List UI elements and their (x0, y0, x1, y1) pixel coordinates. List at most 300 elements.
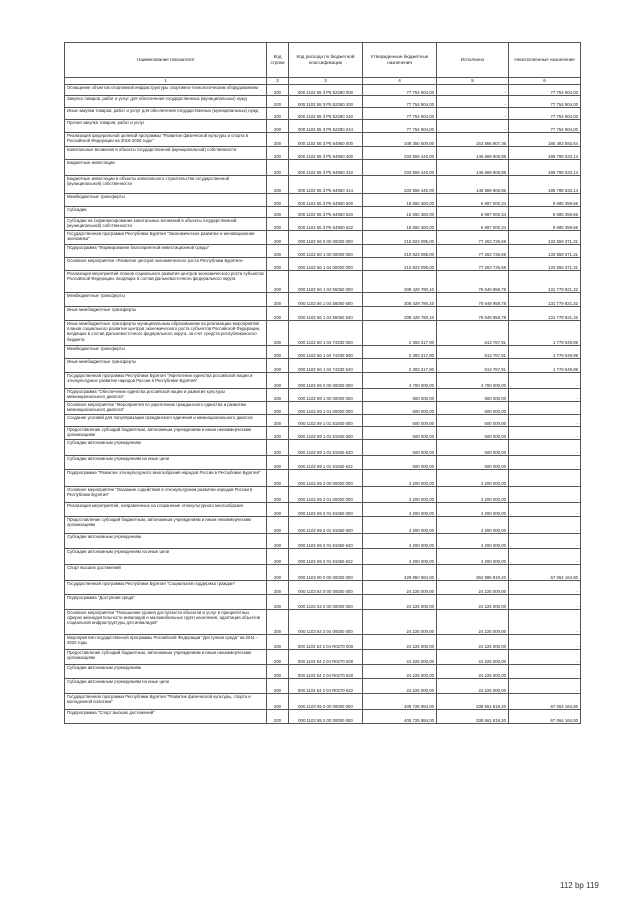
column-number: 2 (267, 78, 289, 85)
table-cell-remaining: - (509, 635, 581, 650)
table-cell-name: Межбюджетные трансферты (65, 293, 267, 307)
table-cell-name: Субсидии автономным учреждениям на иные цели (65, 549, 267, 565)
table-cell-executed: 500 000,00 (437, 440, 509, 456)
table-cell-executed: 613 767,91 (437, 359, 509, 373)
table-cell-budget-code: 000 1103 54 2 04 R0270 600 (289, 650, 363, 665)
table-cell-budget-code: 000 1102 55 3 P5 54950 520 (289, 207, 363, 218)
table-cell-line-code: 200 (267, 565, 289, 581)
table-cell-approved: 500 000,00 (363, 415, 437, 427)
table-row (65, 470, 581, 487)
table-cell-line-code: 200 (267, 133, 289, 147)
table-row (65, 258, 581, 271)
table-cell-line-code: 200 (267, 389, 289, 402)
table-cell-remaining: - (509, 456, 581, 470)
table-cell-remaining: - (509, 534, 581, 549)
table-cell-budget-code: 000 1103 54 2 04 00000 000 (289, 610, 363, 635)
table-cell-budget-code: 000 1102 69 0 00 00000 000 (289, 373, 363, 389)
table-cell-budget-code: 000 1102 55 3 P5 54950 000 (289, 133, 363, 147)
table-cell-approved: 24 225 000,00 (363, 595, 437, 610)
table-cell-line-code: 200 (267, 359, 289, 373)
table-cell-remaining: - (509, 487, 581, 503)
table-cell-executed: 500 000,00 (437, 456, 509, 470)
table-cell-name: Иные межбюджетные трансферты (65, 307, 267, 321)
table-cell-line-code: 200 (267, 694, 289, 710)
page-number: 112 bp 119 (560, 881, 599, 890)
table-cell-executed: 6 997 000,34 (437, 207, 509, 218)
table-cell-name: Реализация мероприятий планов социального развития центров экономического роста субъектов Российской Федерации, входящих в состав Дальневосточного федерального округа (65, 271, 267, 293)
table-cell-approved: 333 658 440,00 (363, 147, 437, 160)
table-cell-executed: 4 700 000,00 (437, 373, 509, 389)
table-row (65, 85, 581, 96)
column-number: 1 (65, 78, 267, 85)
table-row (65, 415, 581, 427)
table-cell-remaining: - (509, 427, 581, 440)
table-cell-executed: - (437, 96, 509, 108)
table-cell-executed: 4 200 000,00 (437, 487, 509, 503)
table-row (65, 271, 581, 293)
table-cell-line-code: 200 (267, 440, 289, 456)
table-cell-executed: 24 225 000,00 (437, 581, 509, 595)
column-number: 4 (363, 78, 437, 85)
table-row (65, 549, 581, 565)
table-cell-executed: 338 661 819,20 (437, 694, 509, 710)
table-row (65, 346, 581, 359)
table-cell-remaining: 1 779 549,99 (509, 321, 581, 346)
table-cell-name: Спорт высших достижений (65, 565, 267, 581)
table-cell-name: Государственная программа Республики Бурятия "Экономическое развитие и инновационная экономика" (65, 231, 267, 245)
table-cell-name: Государственная программа Республики Бурятия "Укрепление единства российской нации и этнокультурное развитие народов России в Республике Бурятия" (65, 373, 267, 389)
table-cell-budget-code: 000 1102 69 1 01 81930 000 (289, 415, 363, 427)
table-cell-budget-code: 000 1102 69 2 01 81950 000 (289, 503, 363, 517)
table-cell-line-code: 200 (267, 96, 289, 108)
table-cell-executed: 500 000,00 (437, 415, 509, 427)
table-cell-approved: 333 658 440,00 (363, 160, 437, 176)
table-cell-remaining: - (509, 373, 581, 389)
table-cell-remaining: 131 779 821,32 (509, 271, 581, 293)
table-cell-executed: 4 200 000,00 (437, 534, 509, 549)
table-row (65, 321, 581, 346)
table-cell-approved: 15 692 360,00 (363, 207, 437, 218)
table-row (65, 534, 581, 549)
table-row (65, 108, 581, 120)
table-row (65, 665, 581, 679)
table-cell-approved: 2 393 317,90 (363, 359, 437, 373)
table-row (65, 440, 581, 456)
table-cell-remaining: 67 064 164,80 (509, 710, 581, 724)
table-cell-name: Субсидии автономным учреждениям на иные цели (65, 679, 267, 694)
table-cell-name: Реализация мероприятий, направленных на сохранение этнокультурного многообразия (65, 503, 267, 517)
table-cell-budget-code: 000 1102 56 0 00 00000 000 (289, 231, 363, 245)
table-cell-name: Мероприятия государственной программы Российской Федерации "Доступная среда" на 2011 - 2020 годы (65, 635, 267, 650)
table-cell-budget-code: 000 1103 55 0 00 00000 000 (289, 694, 363, 710)
table-cell-executed: 146 869 906,86 (437, 147, 509, 160)
table-cell-budget-code: 000 1103 54 2 00 00000 000 (289, 595, 363, 610)
table-cell-remaining: 67 064 164,80 (509, 694, 581, 710)
table-cell-approved: 210 823 095,00 (363, 231, 437, 245)
table-cell-executed: 24 225 000,00 (437, 650, 509, 665)
table-cell-name: Основное мероприятие "Мероприятия по укреплению гражданского единства и развитию межнационального диалога" (65, 402, 267, 415)
table-cell-name: Предоставление субсидий бюджетным, автономным учреждениям и иным некоммерческим организациям (65, 517, 267, 534)
table-cell-executed: 338 661 819,20 (437, 710, 509, 724)
table-cell-budget-code: 000 1102 56 1 04 55050 540 (289, 307, 363, 321)
table-cell-remaining: - (509, 470, 581, 487)
table-row (65, 293, 581, 307)
table-cell-approved: 210 823 095,00 (363, 245, 437, 258)
table-cell-line-code: 200 (267, 307, 289, 321)
table-row (65, 307, 581, 321)
table-cell-remaining: 77 754 904,00 (509, 85, 581, 96)
table-cell-approved: 500 000,00 (363, 389, 437, 402)
table-body (65, 85, 581, 724)
table-cell-budget-code: 000 1103 54 0 00 00000 000 (289, 581, 363, 595)
table-cell-approved: 208 429 780,10 (363, 271, 437, 293)
table-cell-executed: 500 000,00 (437, 402, 509, 415)
table-cell-name: Иные межбюджетные трансферты (65, 359, 267, 373)
table-cell-executed: 24 225 000,00 (437, 610, 509, 635)
table-cell-name: Подпрограмма "Формирование благоприятной инвестиционной среды" (65, 245, 267, 258)
table-cell-approved: 333 658 440,00 (363, 176, 437, 194)
table-cell-approved: 4 200 000,00 (363, 534, 437, 549)
table-cell-approved: 500 000,00 (363, 456, 437, 470)
table-cell-name: Субсидии на софинансирование капитальных вложений в объекты государственной (муниципальной) собственности (65, 218, 267, 231)
table-cell-budget-code: 000 1102 56 1 04 74330 540 (289, 359, 363, 373)
table-row (65, 581, 581, 595)
table-cell-line-code: 200 (267, 679, 289, 694)
table-cell-approved: 4 700 000,00 (363, 373, 437, 389)
table-cell-approved: 77 754 904,00 (363, 120, 437, 133)
table-cell-line-code: 200 (267, 427, 289, 440)
table-cell-line-code: 200 (267, 194, 289, 207)
table-row (65, 610, 581, 635)
table-cell-name: Государственная программа Республики Бурятия "Развитие физической культуры, спорта и молодежной политики" (65, 694, 267, 710)
table-cell-approved: 15 692 360,00 (363, 194, 437, 207)
table-cell-line-code: 200 (267, 231, 289, 245)
table-cell-remaining: 133 559 371,31 (509, 231, 581, 245)
table-cell-executed: 362 886 819,20 (437, 565, 509, 581)
table-cell-approved: 77 754 904,00 (363, 96, 437, 108)
table-row (65, 207, 581, 218)
table-cell-executed: 6 997 000,34 (437, 194, 509, 207)
table-row (65, 402, 581, 415)
table-cell-line-code: 200 (267, 293, 289, 307)
table-cell-remaining: - (509, 517, 581, 534)
table-row (65, 147, 581, 160)
column-header-executed: Исполнено (437, 43, 509, 78)
table-cell-name: Субсидии автономным учреждениям на иные цели (65, 456, 267, 470)
column-number: 3 (289, 78, 363, 85)
table-row (65, 96, 581, 108)
table-cell-remaining: - (509, 402, 581, 415)
table-cell-executed: - (437, 120, 509, 133)
table-cell-approved: 24 225 000,00 (363, 665, 437, 679)
table-cell-executed: 613 767,91 (437, 346, 509, 359)
table-cell-budget-code: 000 1102 56 1 04 00000 000 (289, 258, 363, 271)
column-header-budget-code: Код расхода по бюджетной классификации (289, 43, 363, 78)
table-cell-executed: - (437, 108, 509, 120)
column-number-row (65, 78, 581, 85)
table-row (65, 679, 581, 694)
table-cell-executed: 77 263 726,69 (437, 245, 509, 258)
table-cell-budget-code: 000 1103 00 0 00 00000 000 (289, 565, 363, 581)
table-cell-approved: 24 225 000,00 (363, 581, 437, 595)
table-cell-line-code: 200 (267, 595, 289, 610)
table-cell-name: Подпрограмма "Развитие этнокультурного многообразия народов России в Республике Бурятия" (65, 470, 267, 487)
table-cell-remaining: - (509, 665, 581, 679)
table-cell-executed: 146 869 906,86 (437, 160, 509, 176)
table-cell-approved: 500 000,00 (363, 402, 437, 415)
column-number: 5 (437, 78, 509, 85)
table-row (65, 565, 581, 581)
table-cell-budget-code: 000 1102 55 3 P5 54950 410 (289, 160, 363, 176)
table-cell-budget-code: 000 1102 69 1 01 81930 620 (289, 440, 363, 456)
table-cell-line-code: 200 (267, 108, 289, 120)
table-row (65, 427, 581, 440)
table-cell-approved: 77 754 904,00 (363, 85, 437, 96)
column-header-line-code: Код строки (267, 43, 289, 78)
table-cell-executed: 24 225 000,00 (437, 679, 509, 694)
table-cell-name: Оснащение объектов спортивной инфраструктуры спортивно-технологическим оборудованием (65, 85, 267, 96)
table-cell-budget-code: 000 1102 69 2 01 00000 000 (289, 487, 363, 503)
table-cell-name: Субсидии автономным учреждениям (65, 665, 267, 679)
table-cell-executed: 24 225 000,00 (437, 635, 509, 650)
table-cell-line-code: 200 (267, 258, 289, 271)
table-cell-budget-code: 000 1102 55 3 P5 54950 400 (289, 147, 363, 160)
table-cell-budget-code: 000 1102 55 3 P5 52280 000 (289, 85, 363, 96)
table-cell-remaining: 131 779 821,32 (509, 293, 581, 307)
table-cell-remaining: 133 559 371,31 (509, 245, 581, 258)
table-cell-budget-code: 000 1102 55 3 P5 54950 522 (289, 218, 363, 231)
table-cell-name: Межбюджетные трансферты (65, 346, 267, 359)
table-row (65, 120, 581, 133)
table-cell-line-code: 200 (267, 402, 289, 415)
table-cell-line-code: 200 (267, 710, 289, 724)
table-cell-name: Прочая закупка товаров, работ и услуг (65, 120, 267, 133)
table-cell-executed: 77 263 726,69 (437, 231, 509, 245)
table-cell-approved: 2 393 317,90 (363, 346, 437, 359)
table-cell-line-code: 200 (267, 415, 289, 427)
table-cell-line-code: 200 (267, 147, 289, 160)
table-cell-line-code: 200 (267, 549, 289, 565)
table-cell-executed: 4 200 000,00 (437, 503, 509, 517)
table-row (65, 503, 581, 517)
table-cell-executed: 76 649 958,78 (437, 307, 509, 321)
table-cell-name: Создание условий для популяризации гражданского единения и межнационального диалога (65, 415, 267, 427)
table-cell-name: Субсидии автономным учреждениям (65, 534, 267, 549)
table-cell-budget-code: 000 1102 55 3 P5 54950 500 (289, 194, 363, 207)
table-cell-name: Иные закупки товаров, работ и услуг для обеспечения государственных (муниципальных) нужд (65, 108, 267, 120)
table-cell-approved: 4 200 000,00 (363, 503, 437, 517)
table-cell-approved: 349 350 500,00 (363, 133, 437, 147)
table-cell-budget-code: 000 1102 69 2 01 81950 622 (289, 549, 363, 565)
table-cell-remaining: - (509, 595, 581, 610)
table-row (65, 176, 581, 194)
table-cell-approved: 4 200 000,00 (363, 517, 437, 534)
table-row (65, 595, 581, 610)
table-cell-line-code: 200 (267, 160, 289, 176)
table-cell-remaining: 133 559 371,31 (509, 258, 581, 271)
table-cell-name: Государственная программа Республики Бурятия "Социальная поддержка граждан" (65, 581, 267, 595)
table-cell-name: Межбюджетные трансферты (65, 194, 267, 207)
table-cell-line-code: 200 (267, 321, 289, 346)
table-cell-name: Подпрограмма "Обеспечение единства российской нации и развитие культуры межнационального диалога" (65, 389, 267, 402)
table-cell-line-code: 200 (267, 85, 289, 96)
table-cell-name: Подпрограмма "Доступная среда" (65, 595, 267, 610)
table-cell-remaining: 67 064 164,80 (509, 565, 581, 581)
table-cell-name: Основное мероприятие «Развитие центров экономического роста Республики Бурятия» (65, 258, 267, 271)
table-cell-approved: 500 000,00 (363, 427, 437, 440)
table-cell-budget-code: 000 1102 69 2 01 81950 600 (289, 517, 363, 534)
table-cell-budget-code: 000 1102 69 2 01 81950 620 (289, 534, 363, 549)
table-row (65, 359, 581, 373)
table-cell-budget-code: 000 1102 55 3 P5 52280 244 (289, 120, 363, 133)
table-cell-approved: 429 950 984,00 (363, 565, 437, 581)
table-row (65, 650, 581, 665)
table-cell-budget-code: 000 1102 56 1 04 74330 000 (289, 321, 363, 346)
table-cell-executed: - (437, 85, 509, 96)
table-cell-line-code: 200 (267, 456, 289, 470)
table-row (65, 487, 581, 503)
table-cell-line-code: 200 (267, 120, 289, 133)
table-cell-budget-code: 000 1102 69 1 00 00000 000 (289, 389, 363, 402)
table-row (65, 389, 581, 402)
table-cell-executed: 613 767,91 (437, 321, 509, 346)
table-cell-name: Основное мероприятие "Оказание содействия в этнокультурном развитии народов России в Республике Бурятия" (65, 487, 267, 503)
table-cell-remaining: - (509, 549, 581, 565)
table-cell-remaining: - (509, 581, 581, 595)
table-cell-approved: 2 393 317,90 (363, 321, 437, 346)
table-row (65, 245, 581, 258)
table-cell-name: Субсидии автономным учреждениям (65, 440, 267, 456)
table-cell-line-code: 200 (267, 373, 289, 389)
table-cell-remaining: 186 788 533,14 (509, 176, 581, 194)
table-cell-name: Реализация федеральной целевой программы "Развитие физической культуры и спорта в Российской Федерации на 2016-2020 годы" (65, 133, 267, 147)
table-cell-budget-code: 000 1102 55 3 P5 52280 200 (289, 96, 363, 108)
header-row (65, 43, 581, 78)
table-cell-remaining: 8 695 359,66 (509, 194, 581, 207)
table-cell-remaining: 185 483 592,64 (509, 133, 581, 147)
table-cell-remaining: - (509, 389, 581, 402)
table-row (65, 160, 581, 176)
table-cell-line-code: 200 (267, 534, 289, 549)
table-cell-remaining: 1 779 549,99 (509, 346, 581, 359)
table-cell-name: Бюджетные инвестиции в объекты капитального строительства государственной (муниципальной) собственности (65, 176, 267, 194)
table-cell-budget-code: 000 1102 69 1 01 00000 000 (289, 402, 363, 415)
table-row (65, 373, 581, 389)
table-cell-name: Капитальные вложения в объекты государственной (муниципальной) собственности (65, 147, 267, 160)
table-cell-name: Бюджетные инвестиции (65, 160, 267, 176)
table-cell-approved: 24 225 000,00 (363, 679, 437, 694)
table-cell-line-code: 200 (267, 245, 289, 258)
table-cell-executed: 76 649 958,78 (437, 293, 509, 307)
table-row (65, 133, 581, 147)
table-cell-name: Основное мероприятие "Повышение уровня доступности объектов и услуг в приоритетных сферах жизнедеятельности инвалидов и маломобильных групп населения, адаптация объектов социальной инфраструктуры для инвалидов" (65, 610, 267, 635)
table-cell-executed: 24 225 000,00 (437, 665, 509, 679)
table-cell-line-code: 200 (267, 487, 289, 503)
table-cell-approved: 208 429 780,10 (363, 307, 437, 321)
table-cell-budget-code: 000 1102 69 1 01 81930 622 (289, 456, 363, 470)
table-cell-executed: 6 997 000,34 (437, 218, 509, 231)
table-row (65, 194, 581, 207)
table-cell-remaining: 1 779 549,99 (509, 359, 581, 373)
table-cell-line-code: 200 (267, 517, 289, 534)
table-cell-executed: 163 866 907,36 (437, 133, 509, 147)
table-cell-executed: 500 000,00 (437, 389, 509, 402)
table-cell-approved: 500 000,00 (363, 440, 437, 456)
table-cell-budget-code: 000 1102 56 1 04 55050 500 (289, 293, 363, 307)
column-header-approved: Утвержденные бюджетные назначения (363, 43, 437, 78)
table-cell-line-code: 200 (267, 176, 289, 194)
table-row (65, 694, 581, 710)
table-cell-remaining: - (509, 415, 581, 427)
table-cell-budget-code: 000 1103 54 2 04 R0270 000 (289, 635, 363, 650)
column-header-remaining: Неисполненные назначения (509, 43, 581, 78)
table-cell-budget-code: 000 1102 56 1 04 55050 000 (289, 271, 363, 293)
table-cell-approved: 15 692 360,00 (363, 218, 437, 231)
table-cell-remaining: - (509, 610, 581, 635)
table-row (65, 517, 581, 534)
table-cell-executed: 24 225 000,00 (437, 595, 509, 610)
table-cell-approved: 405 725 984,00 (363, 694, 437, 710)
table-cell-remaining: - (509, 650, 581, 665)
table-cell-remaining: - (509, 503, 581, 517)
table-cell-remaining: 8 695 359,66 (509, 218, 581, 231)
table-cell-budget-code: 000 1102 55 3 P5 52280 240 (289, 108, 363, 120)
table-cell-name: Предоставление субсидий бюджетным, автономным учреждениям и иным некоммерческим организациям (65, 650, 267, 665)
table-cell-approved: 24 225 000,00 (363, 610, 437, 635)
table-row (65, 710, 581, 724)
table-cell-budget-code: 000 1103 55 2 00 00000 000 (289, 710, 363, 724)
table-cell-remaining: 131 779 821,32 (509, 307, 581, 321)
table-cell-budget-code: 000 1102 55 3 P5 54950 414 (289, 176, 363, 194)
table-cell-name: Иные межбюджетные трансферты муниципальным образованиям на реализацию мероприятий планов социального развития центров экономического роста субъектов Российской Федерации, входящих в состав Дальневосточного федерального округа, за счет средств республиканского бюджета (65, 321, 267, 346)
column-number: 6 (509, 78, 581, 85)
table-cell-approved: 24 225 000,00 (363, 650, 437, 665)
table-row (65, 231, 581, 245)
table-cell-approved: 4 200 000,00 (363, 487, 437, 503)
table-cell-line-code: 200 (267, 207, 289, 218)
table-row (65, 635, 581, 650)
table-cell-executed: 500 000,00 (437, 427, 509, 440)
table-cell-remaining: 8 695 359,66 (509, 207, 581, 218)
table-cell-line-code: 200 (267, 635, 289, 650)
table-cell-executed: 76 649 958,78 (437, 271, 509, 293)
table-cell-approved: 4 200 000,00 (363, 549, 437, 565)
table-cell-executed: 77 263 726,69 (437, 258, 509, 271)
table-cell-line-code: 200 (267, 650, 289, 665)
table-cell-name: Предоставление субсидий бюджетным, автономным учреждениям и иным некоммерческим организациям (65, 427, 267, 440)
table-row (65, 218, 581, 231)
table-cell-approved: 4 200 000,00 (363, 470, 437, 487)
budget-table (64, 42, 581, 724)
table-cell-remaining: 77 754 904,00 (509, 96, 581, 108)
table-cell-approved: 77 754 904,00 (363, 108, 437, 120)
table-cell-executed: 146 869 906,86 (437, 176, 509, 194)
table-cell-line-code: 200 (267, 665, 289, 679)
table-cell-name: Закупка товаров, работ и услуг для обеспечения государственных (муниципальных) нужд (65, 96, 267, 108)
table-cell-remaining: 77 754 904,00 (509, 108, 581, 120)
table-cell-line-code: 200 (267, 581, 289, 595)
table-cell-budget-code: 000 1102 56 1 04 74330 500 (289, 346, 363, 359)
table-cell-budget-code: 000 1102 69 1 01 81930 600 (289, 427, 363, 440)
table-cell-budget-code: 000 1103 54 2 04 R0270 622 (289, 679, 363, 694)
table-cell-line-code: 200 (267, 346, 289, 359)
table-cell-executed: 4 200 000,00 (437, 549, 509, 565)
table-cell-line-code: 200 (267, 503, 289, 517)
table-cell-name: Субсидии (65, 207, 267, 218)
table-cell-line-code: 200 (267, 218, 289, 231)
table-cell-remaining: - (509, 440, 581, 456)
table-row (65, 456, 581, 470)
